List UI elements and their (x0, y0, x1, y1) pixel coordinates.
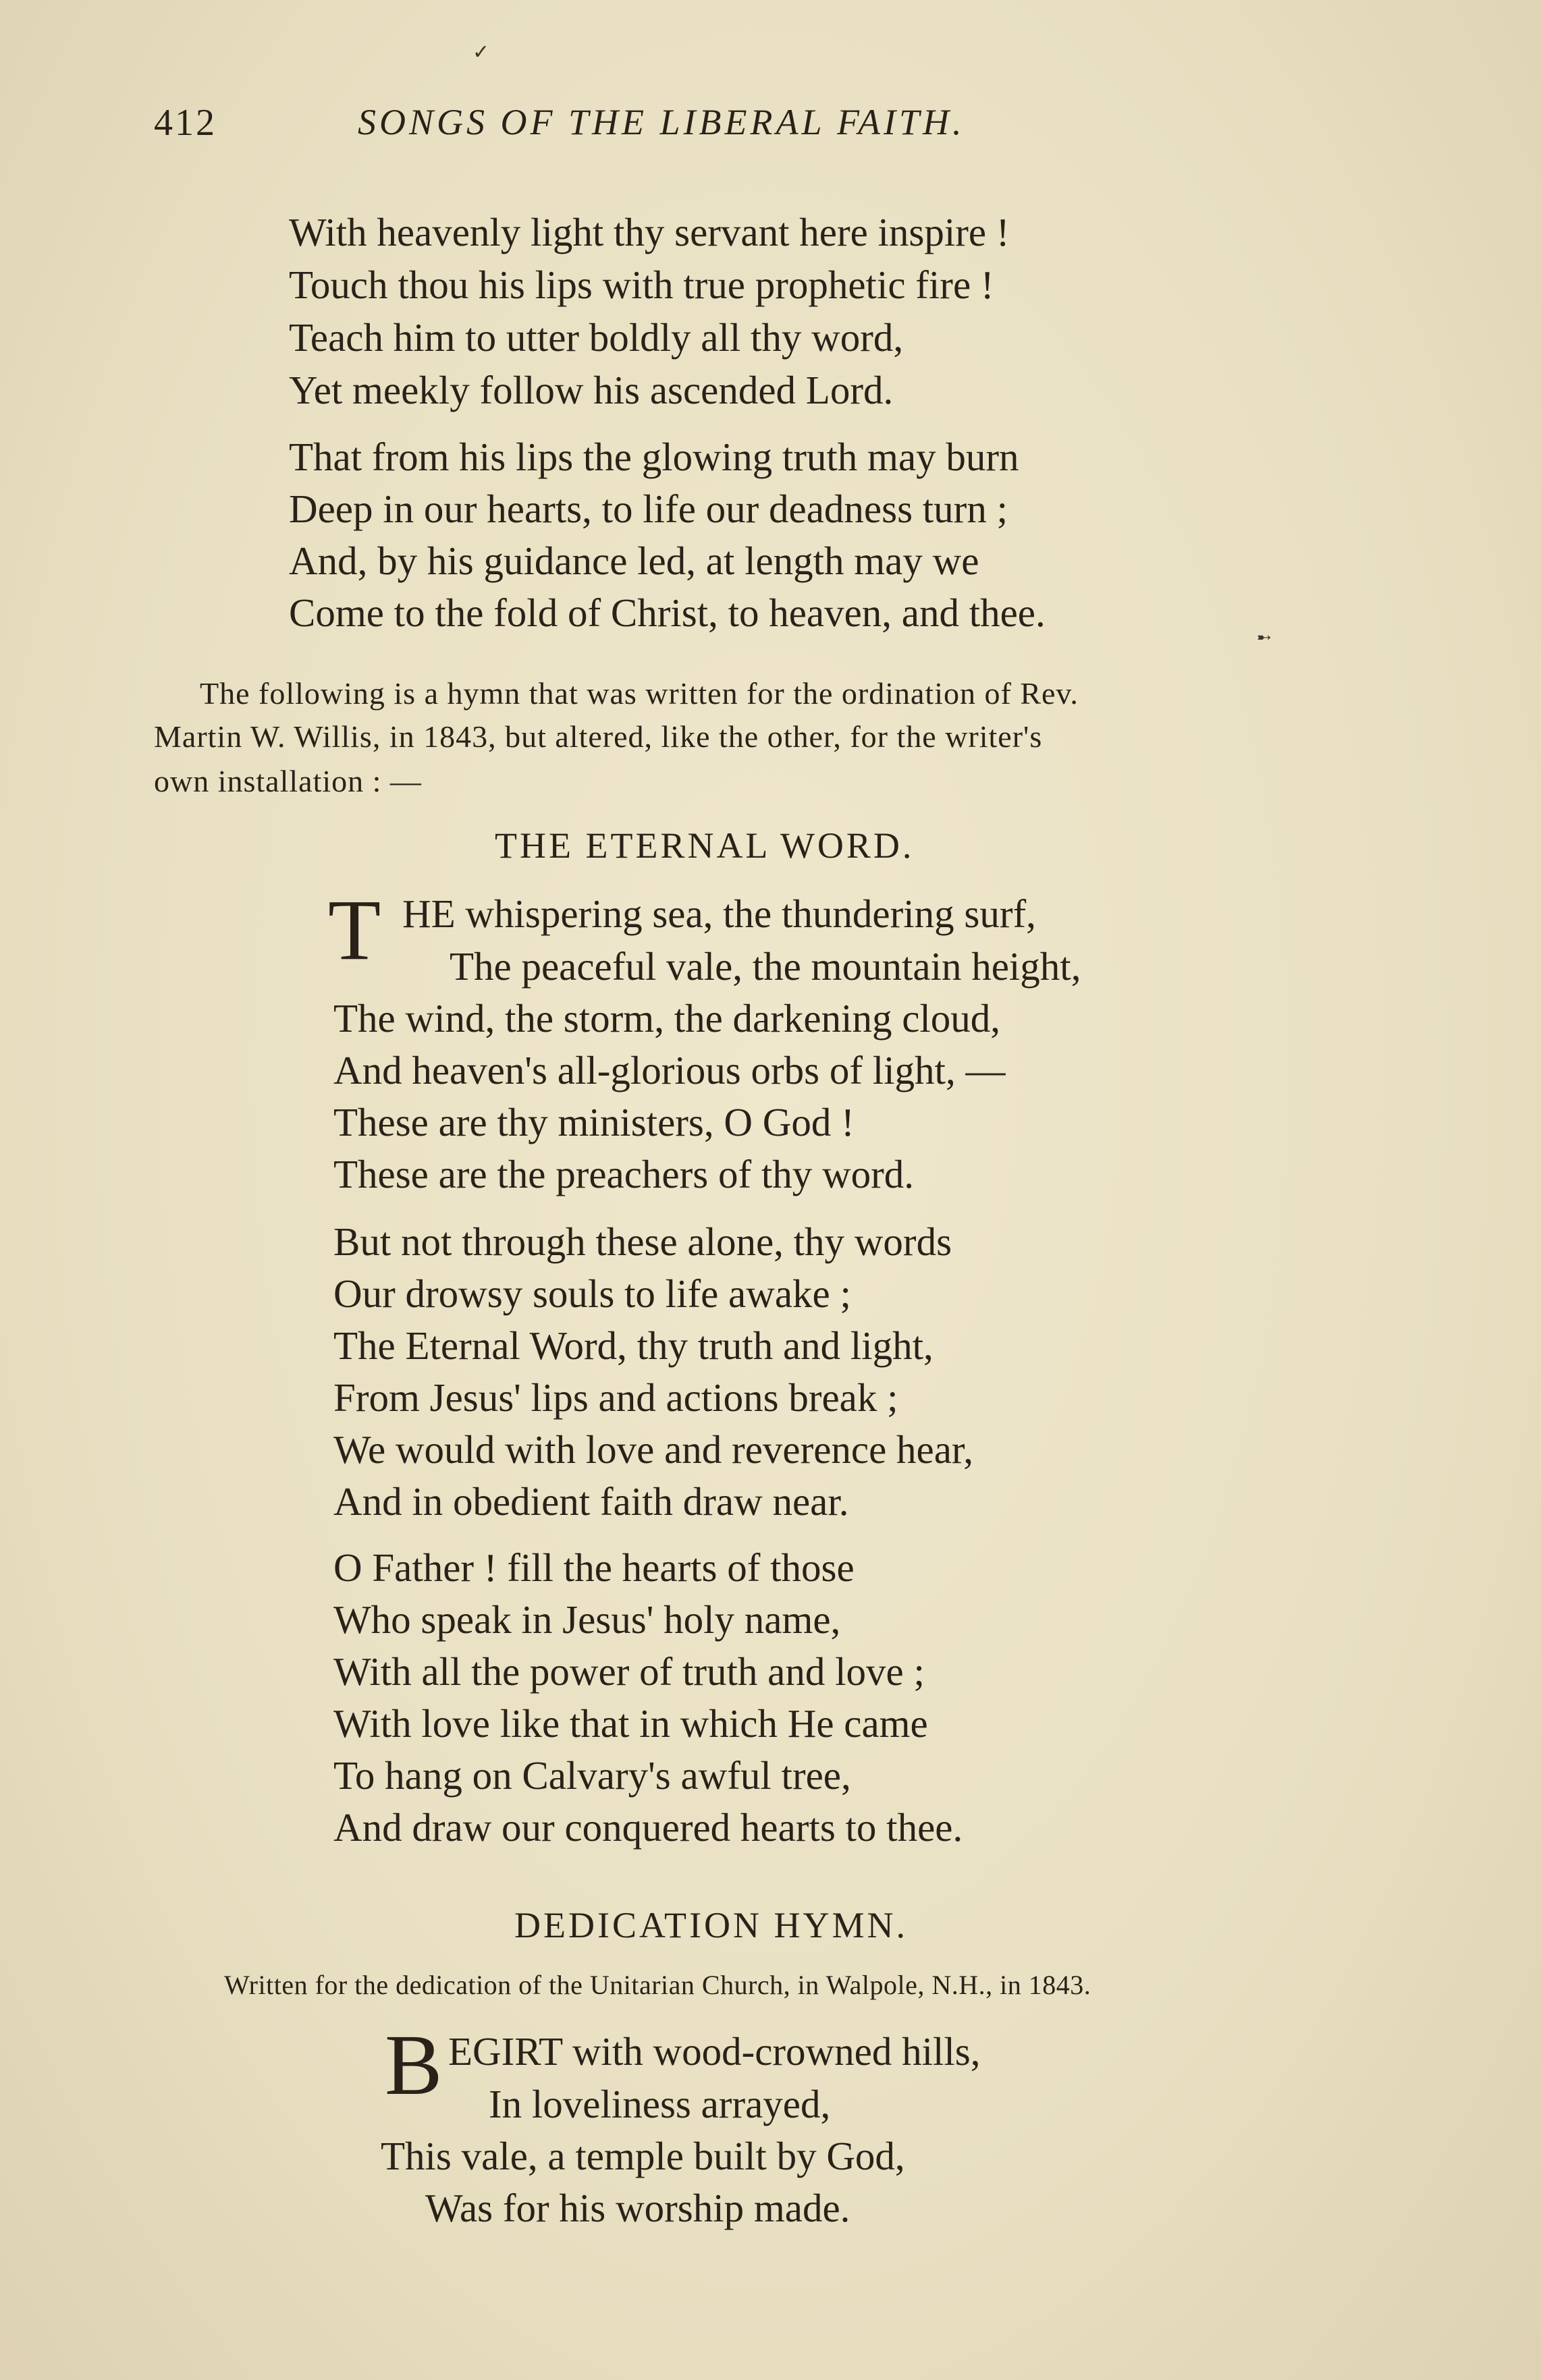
ink-mark: ➸ (1257, 628, 1272, 647)
ink-mark: ✓ (472, 41, 490, 63)
verse-line: With all the power of truth and love ; (333, 1649, 925, 1694)
verse-line: And draw our conquered hearts to thee. (333, 1805, 963, 1850)
verse-line: With love like that in which He came (333, 1701, 928, 1746)
book-title: SONGS OF THE LIBERAL FAITH. (358, 102, 965, 142)
verse-line: Deep in our hearts, to life our deadness turn ; (289, 487, 1008, 531)
verse-line: Who speak in Jesus' holy name, (333, 1597, 841, 1642)
verse-line: These are the preachers of thy word. (333, 1152, 915, 1196)
verse-line: We would with love and reverence hear, (333, 1427, 973, 1472)
verse-line: In loveliness arrayed, (489, 2082, 831, 2126)
verse-line: Yet meekly follow his ascended Lord. (289, 368, 894, 412)
verse-line: Teach him to utter boldly all thy word, (289, 315, 904, 360)
verse-line: And in obedient faith draw near. (333, 1479, 849, 1524)
verse-line: The peaceful vale, the mountain height, (450, 944, 1081, 989)
verse-line: HE whispering sea, the thundering surf, (402, 891, 1036, 936)
verse-line: These are thy ministers, O God ! (333, 1100, 855, 1144)
verse-line: And heaven's all-glorious orbs of light, — (333, 1048, 1006, 1092)
verse-line: From Jesus' lips and actions break ; (333, 1375, 898, 1420)
verse-line: To hang on Calvary's awful tree, (333, 1753, 851, 1798)
prose-line: own installation : — (154, 764, 422, 798)
verse-line: Was for his worship made. (425, 2186, 850, 2230)
verse-line: The wind, the storm, the darkening cloud, (333, 996, 1001, 1041)
verse-line: This vale, a temple built by God, (381, 2134, 905, 2178)
running-header (154, 101, 1436, 155)
drop-cap: T (328, 882, 381, 978)
verse-line: And, by his guidance led, at length may we (289, 538, 979, 583)
hymn-title: DEDICATION HYMN. (514, 1905, 908, 1945)
verse-line: Our drowsy souls to life awake ; (333, 1271, 851, 1316)
verse-line: Come to the fold of Christ, to heaven, and thee. (289, 590, 1046, 635)
hymn-title: THE ETERNAL WORD. (495, 825, 915, 866)
verse-line: EGIRT with wood-crowned hills, (448, 2029, 981, 2074)
verse-line: With heavenly light thy servant here inspire ! (289, 210, 1010, 254)
drop-cap: B (385, 2017, 443, 2113)
page-number: 412 (154, 102, 217, 144)
hymn-subtitle: Written for the dedication of the Unitarian Church, in Walpole, N.H., in 1843. (224, 1970, 1091, 2000)
verse-line: But not through these alone, thy words (333, 1219, 952, 1264)
verse-line: Touch thou his lips with true prophetic fire ! (289, 262, 994, 307)
verse-line: That from his lips the glowing truth may burn (289, 435, 1019, 479)
verse-line: O Father ! fill the hearts of those (333, 1545, 855, 1590)
prose-line: The following is a hymn that was written for the ordination of Rev. (200, 676, 1079, 711)
prose-line: Martin W. Willis, in 1843, but altered, like the other, for the writer's (154, 719, 1043, 754)
verse-line: The Eternal Word, thy truth and light, (333, 1323, 934, 1368)
